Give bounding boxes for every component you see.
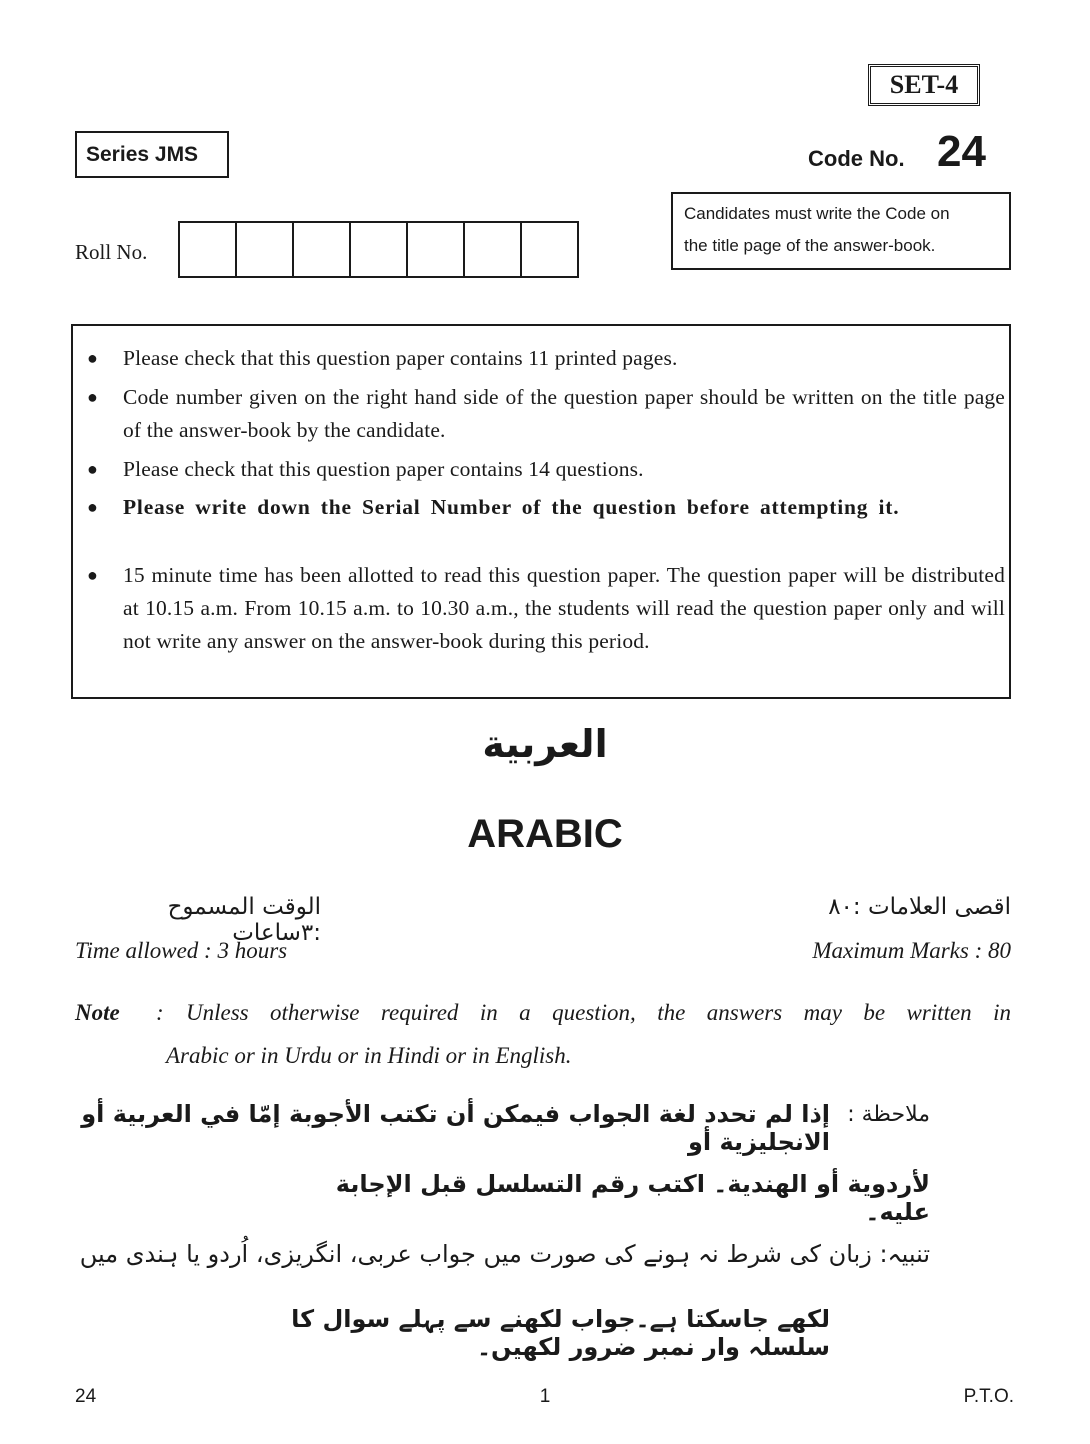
roll-box[interactable] bbox=[465, 223, 522, 276]
bullet-icon: ● bbox=[87, 387, 98, 407]
roll-label: Roll No. bbox=[75, 240, 148, 264]
max-marks: Maximum Marks : 80 bbox=[812, 938, 1011, 963]
note-text-line2: Arabic or in Urdu or in Hindi or in English. bbox=[166, 1043, 572, 1068]
roll-box[interactable] bbox=[294, 223, 351, 276]
roll-box[interactable] bbox=[351, 223, 408, 276]
instruction-text: Please check that this question paper contains 11 printed pages. bbox=[123, 346, 678, 370]
urdu-note-line1: تنبیہ: زبان کی شرط نہ ہونے کی صورت میں جواب عربی، انگریزی، اُردو یا ہندی میں bbox=[79, 1240, 930, 1268]
page-number: 1 bbox=[539, 1386, 551, 1407]
candidate-notice-line2: the title page of the answer-book. bbox=[684, 236, 936, 255]
pto-label: P.T.O. bbox=[963, 1386, 1014, 1407]
instruction-text: Code number given on the right hand side of the question paper should be written on the title page of the answer-book by the candidate. bbox=[123, 385, 1005, 442]
roll-box[interactable] bbox=[180, 223, 237, 276]
footer-code: 24 bbox=[75, 1386, 97, 1407]
instruction-text: Please check that this question paper contains 14 questions. bbox=[123, 457, 644, 481]
roll-box[interactable] bbox=[408, 223, 465, 276]
set-label: SET-4 bbox=[868, 64, 980, 106]
instruction-text: 15 minute time has been allotted to read this question paper. The question paper will be distributed at 10.15 a.m. From 10.15 a.m. to 10.30 a.m., the students will read the question paper only and will not write any answer on the answer-book during this period. bbox=[123, 563, 1005, 653]
series-label: Series JMS bbox=[75, 131, 229, 178]
instruction-text: Please write down the Serial Number of the question before attempting it. bbox=[123, 495, 900, 519]
arabic-note-line1: إذا لم تحدد لغة الجواب فيمكن أن تكتب الأجوبة إمّا في العربية أو الانجليزية أو bbox=[81, 1100, 830, 1156]
arabic-title: العربية bbox=[482, 722, 608, 766]
bullet-icon: ● bbox=[87, 459, 98, 479]
note-colon: : bbox=[156, 1000, 164, 1025]
time-allowed: Time allowed : 3 hours bbox=[75, 938, 288, 963]
bullet-icon: ● bbox=[87, 348, 98, 368]
note-label: Note bbox=[75, 1000, 120, 1025]
candidate-notice-line1: Candidates must write the Code on bbox=[684, 204, 950, 223]
arabic-note-label: ملاحظة : bbox=[847, 1102, 930, 1127]
roll-number-boxes[interactable] bbox=[178, 221, 579, 278]
max-marks-arabic: اقصى العلامات :٨٠ bbox=[828, 894, 1011, 920]
arabic-note-line2: لأردوية أو الهندية۔ اكتب رقم التسلسل قبل الإجابة عليه۔ bbox=[335, 1170, 930, 1226]
instructions-box bbox=[71, 324, 1011, 699]
candidate-notice bbox=[671, 192, 1011, 270]
english-title: ARABIC bbox=[467, 812, 623, 856]
bullet-icon: ● bbox=[87, 565, 98, 585]
time-allowed-arabic: الوقت المسموح :٣ساعات bbox=[167, 894, 321, 946]
bullet-icon: ● bbox=[87, 497, 98, 517]
roll-box[interactable] bbox=[522, 223, 579, 276]
urdu-note-line2: لکھے جاسکتا ہے۔جواب لکھنے سے پہلے سوال کا سلسلہ وار نمبر ضرور لکھیں۔ bbox=[291, 1305, 830, 1361]
note-text-line1: Unless otherwise required in a question, the answers may be written in bbox=[186, 1000, 1011, 1025]
roll-box[interactable] bbox=[237, 223, 294, 276]
code-label: Code No. bbox=[808, 146, 905, 171]
code-number: 24 bbox=[937, 127, 986, 176]
